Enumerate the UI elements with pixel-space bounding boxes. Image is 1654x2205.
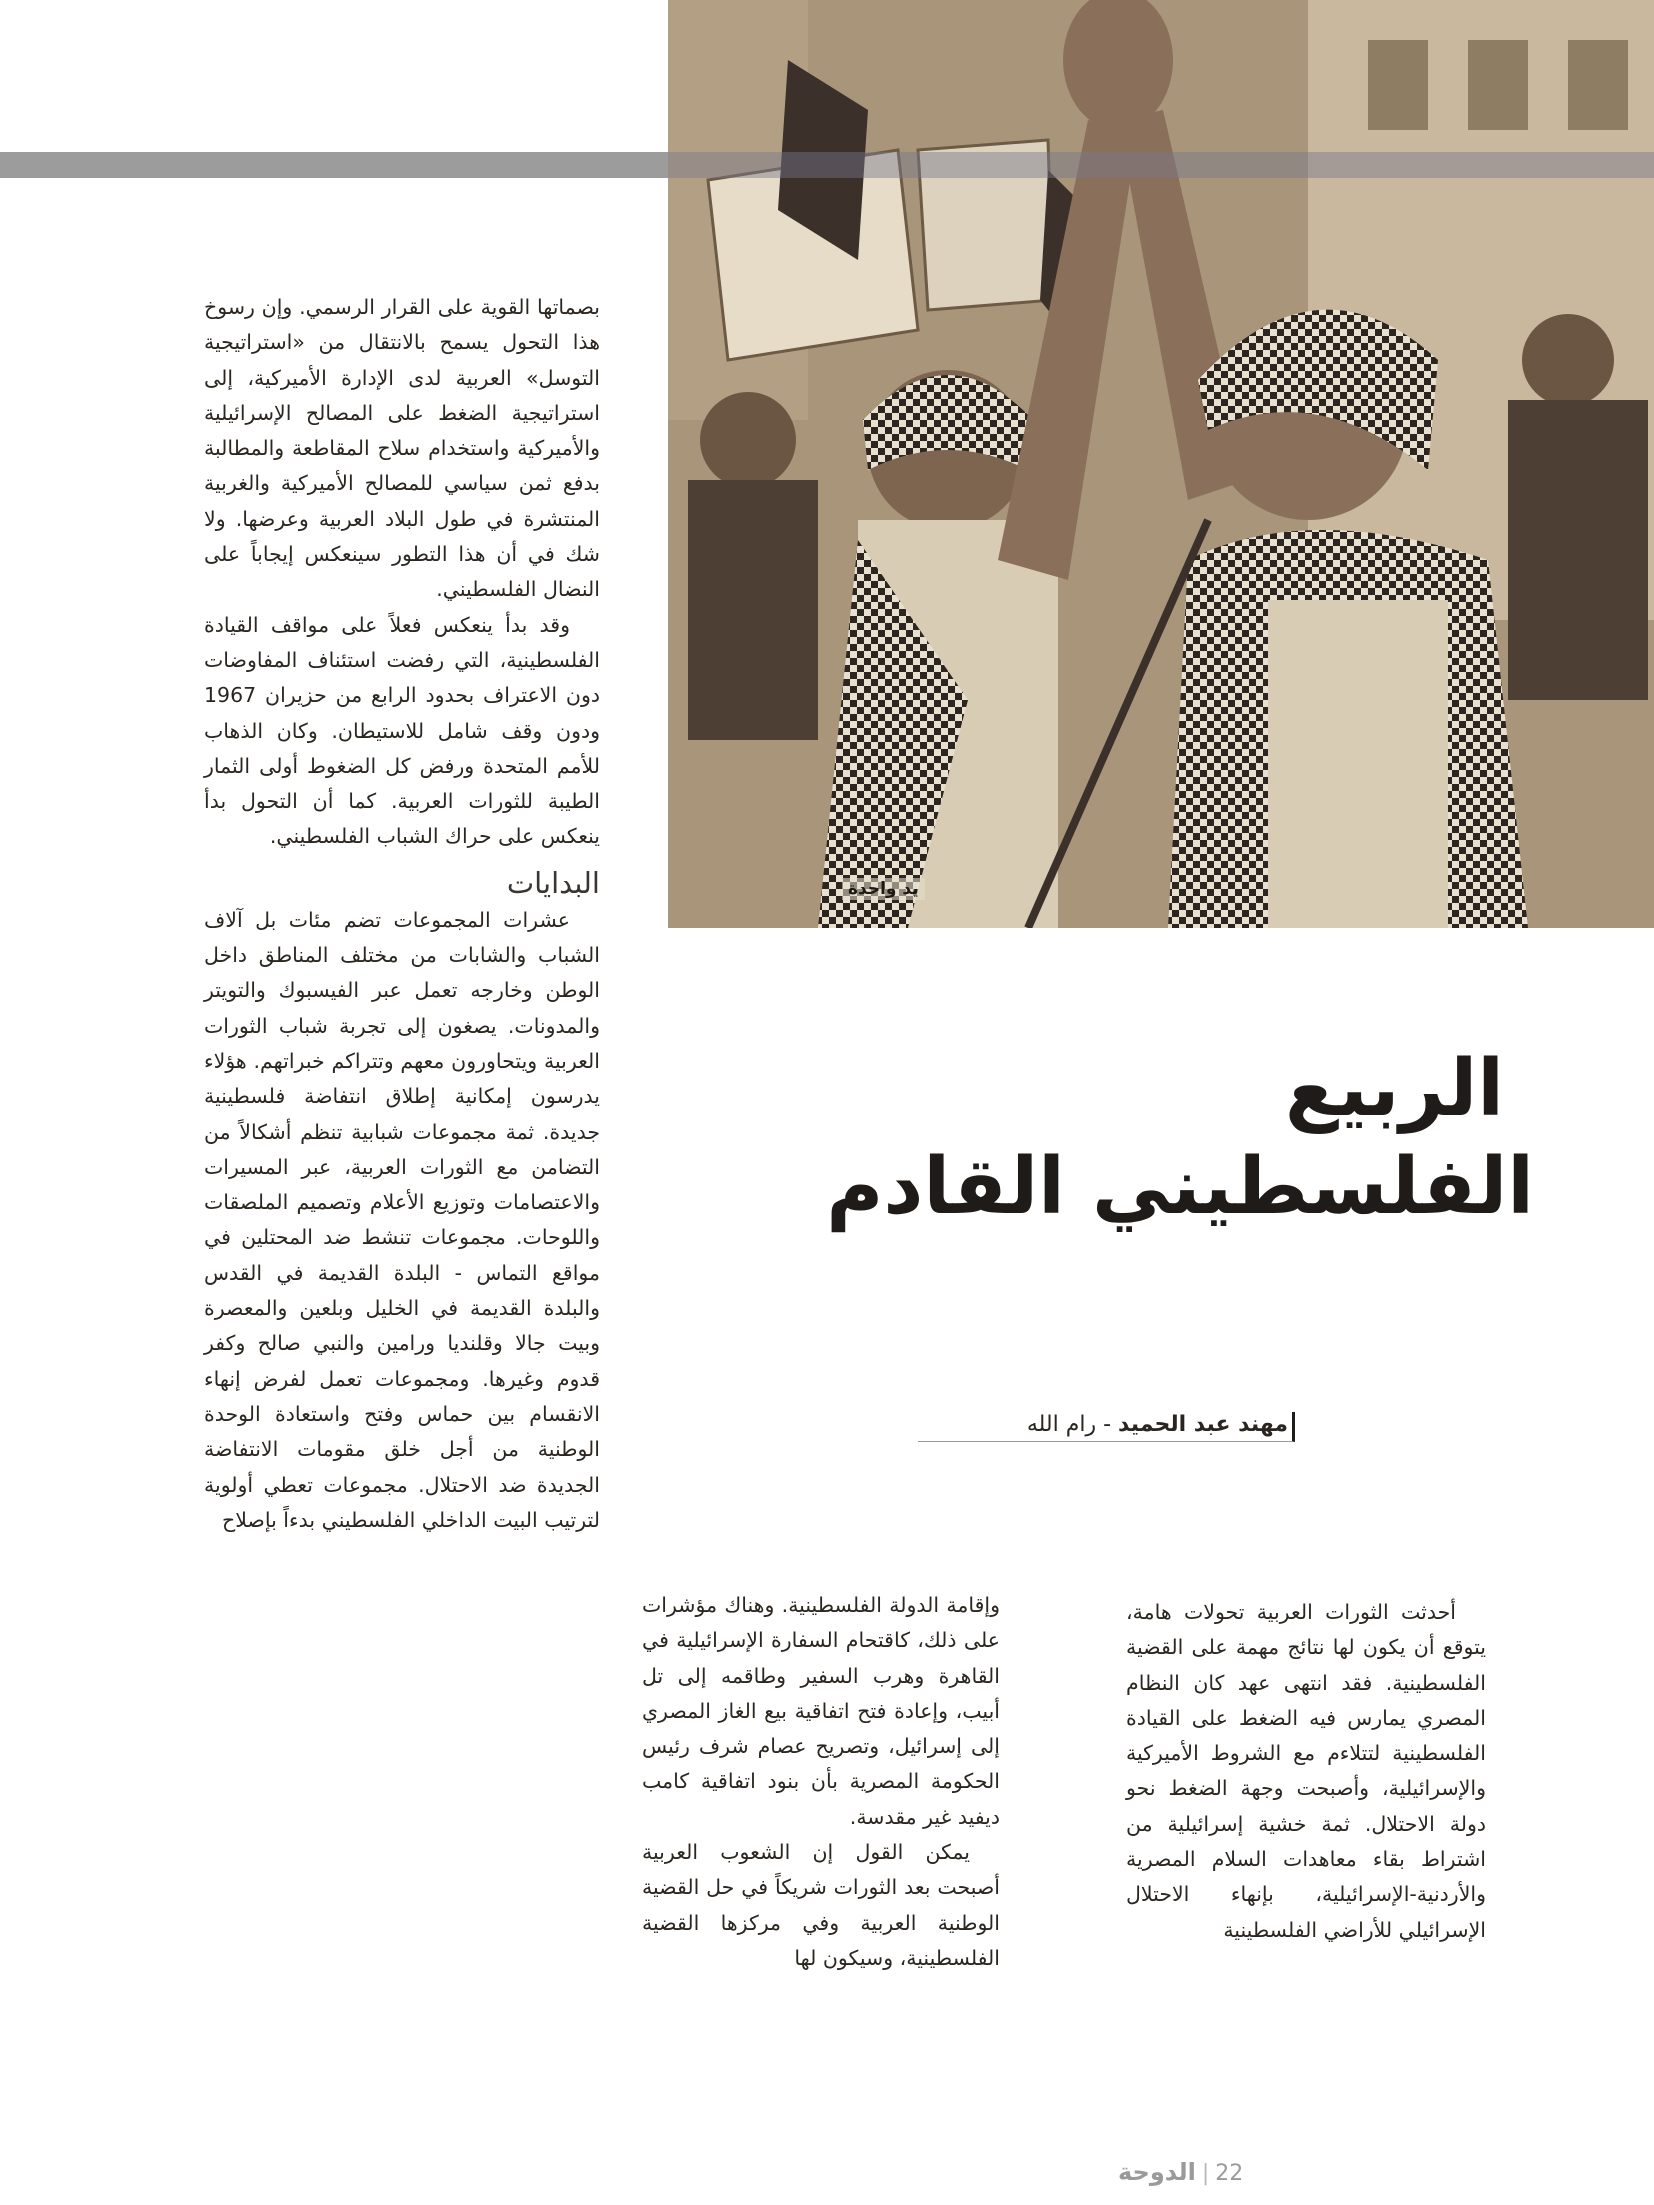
- byline: [918, 1412, 1295, 1442]
- middle-paragraph-1: وإقامة الدولة الفلسطينية. وهناك مؤشرات على ذلك، كاقتحام السفارة الإسرائيلية في القاهرة وهرب السفير وطاقمه إلى تل أبيب، وإعادة فتح اتفاقية بيع الغاز المصري إلى إسرائيل، وتصريح عصام شرف رئيس الحكومة المصرية بأن بنود اتفاقية كامب ديفيد غير مقدسة.: [642, 1593, 1000, 1829]
- photo-caption: يد واحدة: [842, 878, 925, 900]
- footer-divider: |: [1201, 2161, 1210, 2186]
- article-title: [826, 1040, 1534, 1236]
- article-title-line-1: الربيع: [1285, 1044, 1504, 1134]
- page-number: 22: [1215, 2161, 1244, 2186]
- left-paragraph-1: بصماتها القوية على القرار الرسمي. وإن رسوخ هذا التحول يسمح بالانتقال من «استراتيجية التوسل» العربية لدى الإدارة الأميركية، إلى استراتيجية الضغط على المصالح الإسرائيلية والأميركية واستخدام سلاح المقاطعة والمطالبة بدفع ثمن سياسي للمصالح الأميركية والغربية المنتشرة في طول البلاد العربية وعرضها. ولا شك في أن هذا التطور سينعكس إيجاباً على النضال الفلسطيني.: [204, 295, 600, 602]
- left-paragraph-3: عشرات المجموعات تضم مئات بل آلاف الشباب والشابات من مختلف المناطق داخل الوطن وخارجه تعمل عبر الفيسبوك والتويتر والمدونات. يصغون إلى تجربة شباب الثورات العربية ويتحاورون معهم وتتراكم خبراتهم. هؤلاء يدرسون إمكانية إطلاق انتفاضة فلسطينية جديدة. ثمة مجموعات شبابية تنظم أشكالاً من التضامن مع الثورات العربية، عبر المسيرات والاعتصامات وتوزيع الأعلام وتصميم الملصقات واللوحات. مجموعات تنشط ضد المحتلين في مواقع التماس - البلدة القديمة في القدس والبلدة القديمة في الخليل وبلعين والمعصرة وبيت جالا وقلنديا ورامين والنبي صالح وكفر قدوم وغيرها. ومجموعات تعمل لفرض إنهاء الانقسام بين حماس وفتح واستعادة الوحدة الوطنية من أجل خلق مقومات الانتفاضة الجديدة ضد الاحتلال. مجموعات تعطي أولوية لترتيب البيت الداخلي الفلسطيني بدءاً بإصلاح: [204, 907, 600, 1532]
- middle-paragraph-2: يمكن القول إن الشعوب العربية أصبحت بعد الثورات شريكاً في حل القضية الوطنية العربية وفي مركزها القضية الفلسطينية، وسيكون لها: [642, 1840, 1000, 1970]
- protest-photo: [668, 0, 1654, 928]
- magazine-logo: الدوحة: [1118, 2158, 1196, 2186]
- page-footer: [1118, 2158, 1243, 2186]
- article-title-line-2: الفلسطيني القادم: [826, 1142, 1534, 1232]
- right-paragraph-1: أحدثت الثورات العربية تحولات هامة، يتوقع أن يكون لها نتائج مهمة على القضية الفلسطينية. فقد انتهى عهد كان النظام المصري يمارس فيه الضغط على القيادة الفلسطينية لتتلاءم مع الشروط الأميركية والإسرائيلية، وأصبحت وجهة الضغط نحو دولة الاحتلال. ثمة خشية إسرائيلية من اشتراط بقاء معاهدات السلام المصرية والأردنية-الإسرائيلية، بإنهاء الاحتلال الإسرائيلي للأراضي الفلسطينية: [1126, 1600, 1486, 1942]
- protest-photo-illustration: [668, 0, 1654, 928]
- left-paragraph-2: وقد بدأ ينعكس فعلاً على مواقف القيادة الفلسطينية، التي رفضت استئناف المفاوضات دون الاعتراف بحدود الرابع من حزيران 1967 ودون وقف شامل للاستيطان. وكان الذهاب للأمم المتحدة ورفض كل الضغوط أولى الثمار الطيبة للثورات العربية. كما أن التحول بدأ ينعكس على حراك الشباب الفلسطيني.: [204, 612, 600, 849]
- byline-location: رام الله: [1026, 1412, 1097, 1437]
- middle-column: [642, 1588, 1000, 1976]
- photo-overlay-band: [668, 152, 1654, 178]
- byline-separator: -: [1096, 1412, 1119, 1437]
- section-subhead: البدايات: [506, 865, 600, 900]
- byline-author: مهند عبد الحميد: [1118, 1412, 1288, 1437]
- left-column: [204, 290, 600, 1538]
- right-column: [1126, 1595, 1486, 1948]
- top-decorative-bar: [0, 152, 668, 178]
